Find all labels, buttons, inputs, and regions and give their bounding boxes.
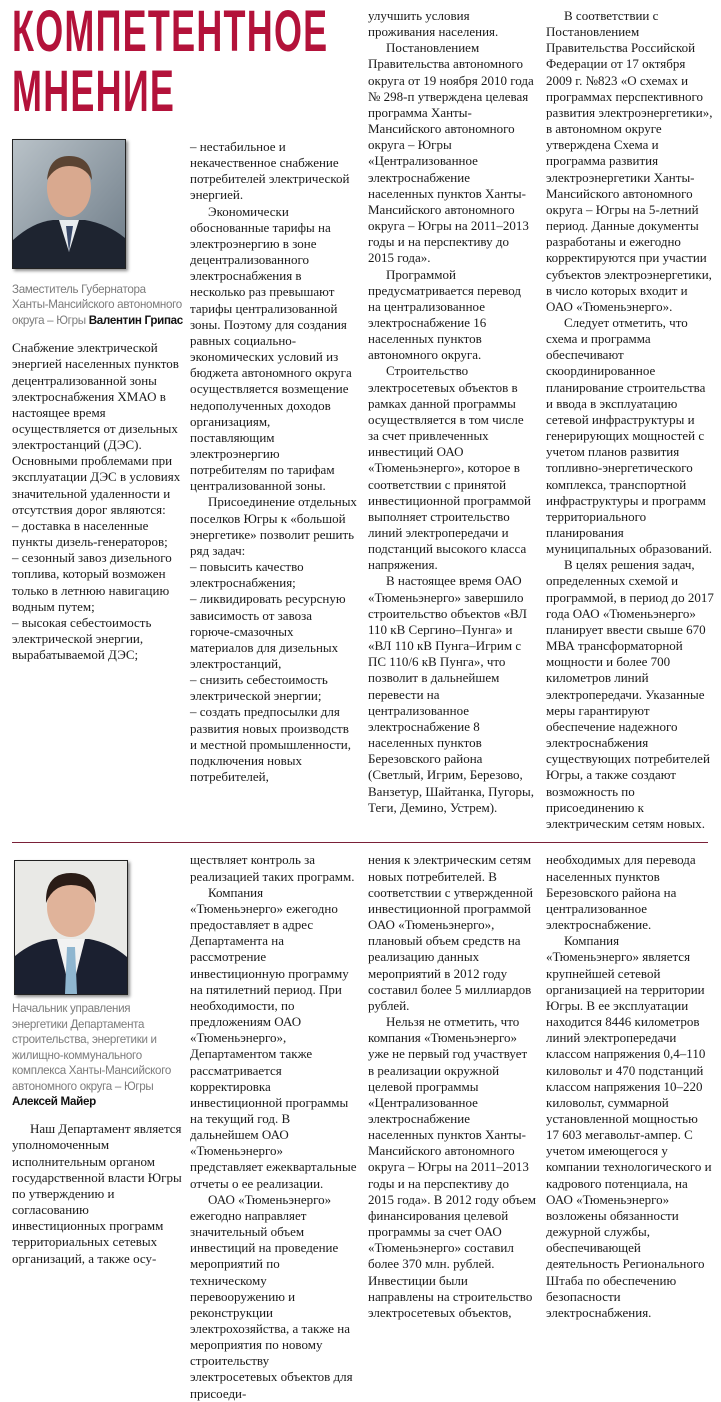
paragraph: Постановлением Правительства автономного округа от 19 ноября 2010 года № 298-п утверждена целевая программа Ханты-Мансийского автономного округа – Югры «Централизованное электроснабжение населенных пунктов Ханты-Мансийского автономного округа – Югры на 2011–2013 годы и на перспективу до 2015 года». [368,40,534,266]
section-divider [12,842,708,844]
paragraph: Следует отметить, что схема и программа обеспечивают скоординированное планирование строительства и ввода в эксплуатацию сетевой инфраструктуры и генерирующих мощностей с учетом планов развития топливно-энергетического комплекса, транспортной инфраструктуры и программ территориального планирования муниципальных образований. [546,314,713,557]
paragraph: В целях решения задач, определенных схемой и программой, в период до 2017 года ОАО «Тюменьэнерго» планирует ввести свыше 670 МВА трансформаторной мощности и более 700 километров линий электропередачи. Указанные меры гарантируют обеспечение надежного электроснабжения существующих потребителей Югры, а также создают возможность по присоединению к электрическим сетям новых. [546,557,714,831]
paragraph: Наш Департамент является уполномоченным исполнительным органом государственной власти Югры по утверждению и согласованию инвестиционных программ территориальных сетевых организаций, а также осу- [12,1121,182,1266]
person-name: Алексей Майер [12,1094,96,1108]
list-item: – ликвидировать ресурсную зависимость от завоза горюче-смазочных материалов для дизельных электростанций, [190,591,346,671]
paragraph: Нельзя не отметить, что компания «Тюменьэнерго» уже не первый год участвует в реализации окружной целевой программы «Централизованное электроснабжение населенных пунктов Ханты-Мансийского автономного округа – Югры на 2011–2013 годы и на перспективу до 2015 года». В 2012 году объем финансирования целевой программы за счет ОАО «Тюменьэнерго» составил более 370 млн. рублей. Инвестиции были направлены на строительство электросетевых объектов, [368,1014,536,1320]
list-item: – сезонный завоз дизельного топлива, который возможен только в летнюю навигацию водным путем; [12,550,172,614]
paragraph: Компания «Тюменьэнерго» ежегодно предоставляет в адрес Департамента на рассмотрение инвестиционную программу на пятилетний период. При необходимости, по предложениям ОАО «Тюменьэнерго», Департаментом также рассматривается корректировка инвестиционной программы на текущий год. В дальнейшем ОАО «Тюменьэнерго» представляет ежеквартальные отчеты о ее реализации. [190,884,357,1191]
photo-caption-bottom: Начальник управления энергетики Департамента строительства, энергетики и жилищно-коммунального комплекса Ханты-Мансийского автономного округа – Югры Алексей Майер [12,1002,172,1108]
article-column [546,8,714,832]
list-item: – снизить себестоимость электрической энергии; [190,672,328,704]
paragraph: Программой предусматривается перевод на централизованное электроснабжение 16 населенных пунктов автономного округа. [368,266,521,363]
article-column [190,852,358,1401]
paragraph: Экономически обоснованные тарифы на электроэнергию в зоне децентрализованного электроснабжения в несколько раз превышают тарифы централизованной зоны. Поэтому для создания равных социально-экономических условий из бюджета автономного округа осуществляется возмещение недополученных доходов организациям, поставляющим электроэнергию потребителям по тарифам централизованной зоны. [190,203,352,494]
bottom-column-1 [12,852,184,1266]
paragraph: Компания «Тюменьэнерго» является крупнейшей сетевой организацией на территории Югры. В ее эксплуатации находится 8446 километров линий электропередачи классом напряжения 0,4–110 киловольт и 470 подстанций классом напряжения 10–220 киловольт, суммарной установленной мощностью 17 603 мегавольт-ампер. С учетом имеющегося у компании технологического и кадрового потенциала, на ОАО «Тюменьэнерго» возложены обязанности дежурной службы, обеспечивающей деятельность Регионального Штаба по обеспечению безопасности электроснабжения. [546,933,712,1320]
article-column [12,340,184,663]
list-item: – доставка в населенные пункты дизель-генераторов; [12,517,168,550]
paragraph: улучшить условия проживания населения. [368,8,499,40]
paragraph: ОАО «Тюменьэнерго» ежегодно направляет значительный объем инвестиций на проведение мероприятий по техническому перевооружению и реконструкции электрохозяйства, а также на мероприятия по новому строительству электросетевых объектов для присоеди- [190,1191,353,1401]
page-title: КОМПЕТЕНТНОЕ МНЕНИЕ [12,0,329,124]
article-column [12,1121,184,1266]
paragraph: необходимых для перевода населенных пунктов Березовского района на централизованное электроснабжение. [546,852,696,933]
list-item: – нестабильное и некачественное снабжение потребителей электрической энергией. [190,139,350,203]
paragraph: Строительство электросетевых объектов в рамках данной программы осуществляется в том числе за счет привлеченных инвестиций ОАО «Тюменьэнерго», которое в соответствии с принятой инвестиционной программой выполняет строительство линий электропередачи и подстанций высокого класса напряжения. [368,363,531,573]
paragraph: Присоединение отдельных поселков Югры к «большой энергетике» позволит решить ряд задач: [190,494,357,558]
photo-caption-top: Заместитель Губернатора Ханты-Мансийского автономного округа – Югры Валентин Грипас [12,283,183,327]
paragraph: В соответствии с Постановлением Правительства Российской Федерации от 17 октября 2009 г. №823 «О схемах и программах перспективного развития электроэнергетики», в автономном округе утверждена Схема и программа развития электроэнергетики Ханты-Мансийского автономного округа – Югры на 5-летний период. Данные документы разработаны и ежегодно корректируются при участии субъектов электроэнергетики, в число которых входит и ОАО «Тюменьэнерго». [546,8,713,314]
list-item: – повысить качество электроснабжения; [190,559,304,591]
bottom-section [0,852,721,1401]
article-column [368,852,536,1321]
paragraph: Снабжение электрической энергией населенных пунктов децентрализованной зоны электроснабжения ХМАО в настоящее время осуществляется от дизельных электростанций (ДЭС). Основными проблемами при эксплуатации ДЭС в условиях значительной удаленности и отсутствия дорог являются: [12,340,181,517]
paragraph: ществляет контроль за реализацией таких программ. [190,852,355,884]
portrait-photo-grypas [12,139,126,269]
article-column [546,852,714,1321]
portrait-photo-mayer [14,860,128,995]
title-block [12,0,329,124]
list-item: – высокая себестоимость электрической энергии, вырабатываемой ДЭС; [12,614,152,663]
list-item: – создать предпосылки для развития новых производств и местной промышленности, подключения новых потребителей, [190,704,351,785]
paragraph: В настоящее время ОАО «Тюменьэнерго» завершило строительство объектов «ВЛ 110 кВ Сергино–Пунга» и «ВЛ 110 кВ Пунга–Игрим с ПС 110/6 кВ Пунга», что позволит в дальнейшем перевести на централизованное электроснабжение 8 населенных пунктов Березовского района (Светлый, Игрим, Березово, Ванзетур, Шайтанка, Пугоры, Теги, Демино, Устрем). [368,573,534,815]
person-name: Валентин Грипас [88,313,183,327]
paragraph: нения к электрическим сетям новых потребителей. В соответствии с утвержденной инвестиционной программой ОАО «Тюменьэнерго», плановый объем средств на реализацию данных мероприятий в 2012 году составил более 5 миллиардов рублей. [368,852,533,1013]
article-column [368,8,536,816]
article-column [190,139,358,785]
